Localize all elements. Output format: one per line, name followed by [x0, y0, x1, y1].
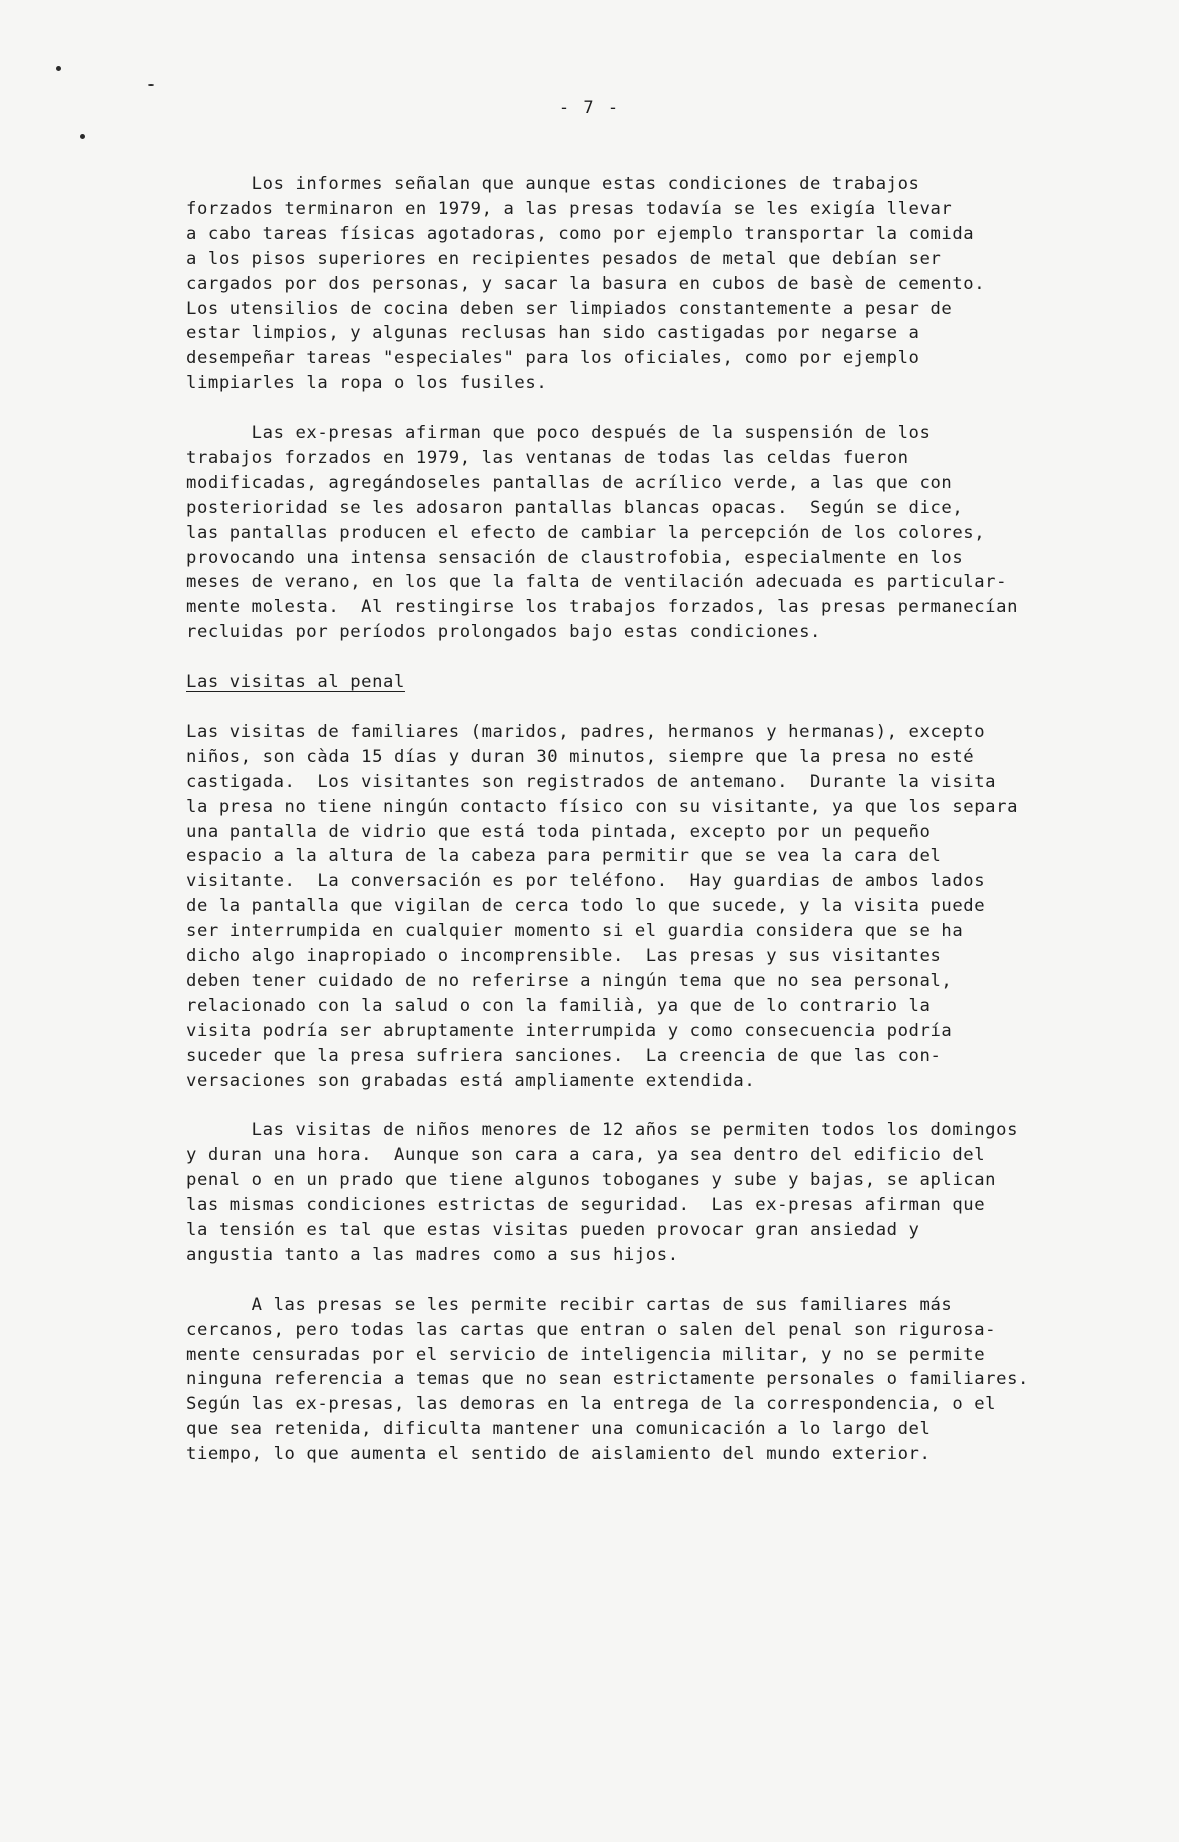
paragraph: [186, 1118, 1156, 1267]
scan-speck: [80, 134, 85, 139]
text-line: de la pantalla que vigilan de cerca todo lo que sucede, y la visita puede: [186, 896, 986, 917]
text-line: Según las ex-presas, las demoras en la entrega de la correspondencia, o el: [186, 1394, 997, 1415]
text-line: desempeñar tareas "especiales" para los oficiales, como por ejemplo: [186, 348, 920, 369]
text-line: una pantalla de vidrio que está toda pintada, excepto por un pequeño: [186, 821, 931, 842]
document-body: [186, 172, 1156, 1467]
paragraph-gap: [186, 396, 1156, 421]
paragraph-gap: [186, 695, 1156, 720]
text-line: las mismas condiciones estrictas de seguridad. Las ex-presas afirman que: [186, 1195, 986, 1216]
text-line: deben tener cuidado de no referirse a ningún tema que no sea personal,: [186, 970, 953, 991]
text-line: ninguna referencia a temas que no sean estrictamente personales o familiares.: [186, 1369, 1029, 1390]
paragraph-gap: [186, 1093, 1156, 1118]
text-line: Los informes señalan que aunque estas condiciones de trabajos: [186, 174, 920, 194]
scan-speck: [56, 66, 61, 71]
text-line: modificadas, agregándoseles pantallas de acrílico verde, a las que con: [186, 472, 953, 493]
paragraph: [186, 421, 1156, 645]
text-line: castigada. Los visitantes son registrados de antemano. Durante la visita: [186, 771, 997, 792]
text-line: penal o en un prado que tiene algunos toboganes y sube y bajas, se aplican: [186, 1170, 997, 1191]
text-line: cargados por dos personas, y sacar la basura en cubos de basè de cemento.: [186, 273, 986, 294]
text-line: provocando una intensa sensación de claustrofobia, especialmente en los: [186, 547, 964, 568]
text-line: visitante. La conversación es por teléfono. Hay guardias de ambos lados: [186, 871, 986, 892]
text-line: espacio a la altura de la cabeza para permitir que se vea la cara del: [186, 846, 942, 867]
paragraph-gap: [186, 645, 1156, 670]
page-number: - 7 -: [558, 98, 621, 118]
text-line: a los pisos superiores en recipientes pesados de metal que debían ser: [186, 248, 942, 269]
text-line: limpiarles la ropa o los fusiles.: [186, 373, 548, 394]
paragraph: [186, 172, 1156, 396]
text-line: meses de verano, en los que la falta de ventilación adecuada es particular-: [186, 572, 1008, 593]
text-line: que sea retenida, dificulta mantener una comunicación a lo largo del: [186, 1419, 931, 1440]
text-line: estar limpios, y algunas reclusas han sido castigadas por negarse a: [186, 323, 920, 344]
text-line: cercanos, pero todas las cartas que entran o salen del penal son rigurosa-: [186, 1319, 997, 1340]
text-line: angustia tanto a las madres como a sus hijos.: [186, 1244, 679, 1265]
text-line: forzados terminaron en 1979, a las presas todavía se les exigía llevar: [186, 198, 953, 219]
paragraph-gap: [186, 1268, 1156, 1293]
scan-speck: [148, 84, 154, 86]
text-line: dicho algo inapropiado o incomprensible. Las presas y sus visitantes: [186, 946, 942, 967]
text-line: las pantallas producen el efecto de cambiar la percepción de los colores,: [186, 522, 986, 543]
paragraph: [186, 720, 1156, 1094]
text-line: suceder que la presa sufriera sanciones. La creencia de que las con-: [186, 1045, 942, 1066]
text-line: y duran una hora. Aunque son cara a cara, ya sea dentro del edificio del: [186, 1145, 986, 1166]
text-line: tiempo, lo que aumenta el sentido de aislamiento del mundo exterior.: [186, 1444, 931, 1465]
text-line: visita podría ser abruptamente interrumpida y como consecuencia podría: [186, 1020, 953, 1041]
text-line: versaciones son grabadas está ampliamente extendida.: [186, 1070, 756, 1091]
section-heading: Las visitas al penal: [186, 672, 405, 693]
text-line: Las visitas de niños menores de 12 años se permiten todos los domingos: [186, 1120, 1019, 1141]
text-line: trabajos forzados en 1979, las ventanas de todas las celdas fueron: [186, 447, 909, 468]
section-heading-block: [186, 670, 1156, 695]
text-line: niños, son càda 15 días y duran 30 minutos, siempre que la presa no esté: [186, 746, 975, 767]
text-line: recluidas por períodos prolongados bajo estas condiciones.: [186, 622, 821, 643]
text-line: posterioridad se les adosaron pantallas blancas opacas. Según se dice,: [186, 497, 964, 518]
text-line: A las presas se les permite recibir cartas de sus familiares más: [186, 1294, 953, 1315]
text-line: la tensión es tal que estas visitas pueden provocar gran ansiedad y: [186, 1220, 920, 1240]
text-line: mente molesta. Al restingirse los trabajos forzados, las presas permanecían: [186, 597, 1019, 618]
text-line: Las visitas de familiares (maridos, padres, hermanos y hermanas), excepto: [186, 721, 986, 742]
text-line: a cabo tareas físicas agotadoras, como por ejemplo transportar la comida: [186, 223, 975, 244]
text-line: ser interrumpida en cualquier momento si el guardia considera que se ha: [186, 921, 964, 942]
text-line: la presa no tiene ningún contacto físico con su visitante, ya que los separa: [186, 796, 1019, 817]
text-line: Los utensilios de cocina deben ser limpiados constantemente a pesar de: [186, 298, 953, 319]
text-line: relacionado con la salud o con la familià, ya que de lo contrario la: [186, 995, 931, 1016]
text-line: mente censuradas por el servicio de inteligencia militar, y no se permite: [186, 1344, 986, 1365]
text-line: Las ex-presas afirman que poco después de la suspensión de los: [186, 423, 931, 444]
paragraph: [186, 1293, 1156, 1467]
